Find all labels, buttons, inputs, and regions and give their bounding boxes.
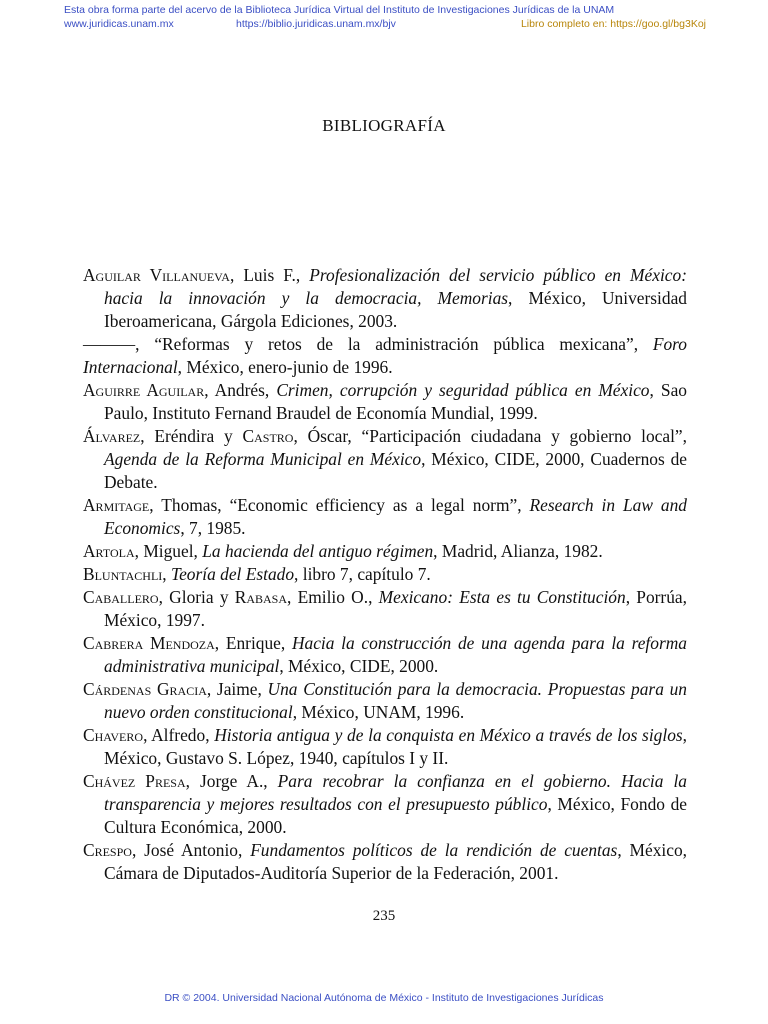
- entry-name: , Jorge A.,: [185, 771, 278, 791]
- bib-entry: [83, 839, 687, 885]
- bib-entry: [83, 678, 687, 724]
- entry-work: Una Constitución para la democracia. Propuestas para un nuevo orden constitucional: [104, 679, 687, 722]
- entry-author: Aguirre Aguilar: [83, 380, 205, 400]
- entry-name: , Gloria y: [158, 587, 235, 607]
- entry-work: Historia antigua y de la conquista en México a través de los siglos: [214, 725, 683, 745]
- entry-rest: , Madrid, Alianza, 1982.: [433, 541, 603, 561]
- entry-author: Cárdenas Gracia: [83, 679, 207, 699]
- entry-name: , Jaime,: [206, 679, 268, 699]
- entry-rest: , Sao Paulo, Instituto Fernand Braudel de Economía Mundial, 1999.: [104, 380, 687, 423]
- entry-author: Aguilar Villanueva: [83, 265, 230, 285]
- entry-work: Profesionalización del servicio público en México: hacia la innovación y la democracia, Memorias: [104, 265, 687, 308]
- entry-author: Artola: [83, 541, 135, 561]
- bib-entry: [83, 264, 687, 333]
- entry-mid: , “Reformas y retos de la administración pública mexicana”,: [135, 334, 653, 354]
- entry-rest: , México, Fondo de Cultura Económica, 2000.: [104, 794, 687, 837]
- page-number: 235: [372, 908, 396, 924]
- bib-entry: [83, 379, 687, 425]
- entry-rest: , México, enero-junio de 1996.: [177, 357, 393, 377]
- entry-author: Bluntachli: [83, 564, 163, 584]
- entry-author: Chávez Presa: [83, 771, 186, 791]
- entry-work: Mexicano: Esta es tu Constitución: [378, 587, 626, 607]
- header-notice: Esta obra forma parte del acervo de la Biblioteca Jurídica Virtual del Instituto de Investigaciones Jurídicas de la UNAM: [64, 4, 615, 16]
- entry-work: Teoría del Estado: [171, 564, 295, 584]
- entry-work: Agenda de la Reforma Municipal en México: [104, 449, 422, 469]
- entry-work: Foro Internacional: [83, 334, 687, 377]
- entry-mid: , Emilio O.,: [287, 587, 379, 607]
- page-title: BIBLIOGRAFÍA: [322, 116, 446, 135]
- entry-name: , Eréndira y: [140, 426, 243, 446]
- bib-entry: [83, 724, 687, 770]
- entry-rest: , México, Gustavo S. López, 1940, capítulos I y II.: [104, 725, 688, 768]
- entry-author: Chavero: [83, 725, 144, 745]
- entry-rest: , México, Cámara de Diputados-Auditoría Superior de la Federación, 2001.: [104, 840, 687, 883]
- entry-name: ,: [162, 564, 171, 584]
- entry-name: , Luis F.,: [229, 265, 310, 285]
- bib-entry: [83, 425, 687, 494]
- entry-rest: , Porrúa, México, 1997.: [104, 587, 687, 630]
- entry-author: Caballero: [83, 587, 159, 607]
- entry-name: , Enrique,: [214, 633, 292, 653]
- entry-name: , Miguel,: [134, 541, 203, 561]
- entry-rest: , 7, 1985.: [180, 518, 246, 538]
- entry-work: La hacienda del antiguo régimen: [202, 541, 434, 561]
- bib-entry: [83, 333, 687, 379]
- entry-name: , Andrés,: [204, 380, 277, 400]
- entry-name: , José Antonio,: [131, 840, 251, 860]
- bibliography-list: [83, 264, 687, 885]
- entry-author: Cabrera Mendoza: [83, 633, 215, 653]
- entry-author: Álvarez: [83, 426, 141, 446]
- entry-work: Hacia la construcción de una agenda para la reforma administrativa municipal: [104, 633, 687, 676]
- entry-rest: , México, CIDE, 2000.: [279, 656, 439, 676]
- bib-entry: [83, 586, 687, 632]
- entry-mid: , Óscar, “Participación ciudadana y gobierno local”,: [293, 426, 688, 446]
- entry-work: Crimen, corrupción y seguridad pública en México: [276, 380, 650, 400]
- bib-entry: [83, 563, 687, 586]
- entry-name: , Alfredo,: [143, 725, 215, 745]
- entry-rest: , libro 7, capítulo 7.: [294, 564, 431, 584]
- entry-work: Para recobrar la confianza en el gobierno. Hacia la transparencia y mejores resultados con el presupuesto público: [104, 771, 687, 814]
- full-book-link[interactable]: Libro completo en: https://goo.gl/bg3Koj: [520, 18, 706, 30]
- biblio-link[interactable]: https://biblio.juridicas.unam.mx/bjv: [236, 18, 396, 30]
- entry-author-2: Castro: [242, 426, 294, 446]
- entry-author: Armitage: [83, 495, 150, 515]
- bib-entry: [83, 540, 687, 563]
- bib-entry: [83, 494, 687, 540]
- entry-rest: , México, UNAM, 1996.: [292, 702, 465, 722]
- entry-author: Crespo: [83, 840, 132, 860]
- entry-rest: , México, Universidad Iberoamericana, Gárgola Ediciones, 2003.: [104, 288, 687, 331]
- entry-dash: ———: [83, 334, 136, 354]
- entry-rest: , México, CIDE, 2000, Cuadernos de Debate.: [104, 449, 687, 492]
- site-link[interactable]: www.juridicas.unam.mx: [64, 18, 174, 30]
- entry-name: , Thomas, “Economic efficiency as a legal norm”,: [149, 495, 530, 515]
- entry-work: Research in Law and Economics: [104, 495, 687, 538]
- bib-entry: [83, 770, 687, 839]
- entry-author-2: Rabasa: [234, 587, 288, 607]
- footer-copyright: DR © 2004. Universidad Nacional Autónoma de México - Instituto de Investigaciones Jurídicas: [164, 992, 604, 1004]
- bib-entry: [83, 632, 687, 678]
- entry-work: Fundamentos políticos de la rendición de cuentas: [250, 840, 618, 860]
